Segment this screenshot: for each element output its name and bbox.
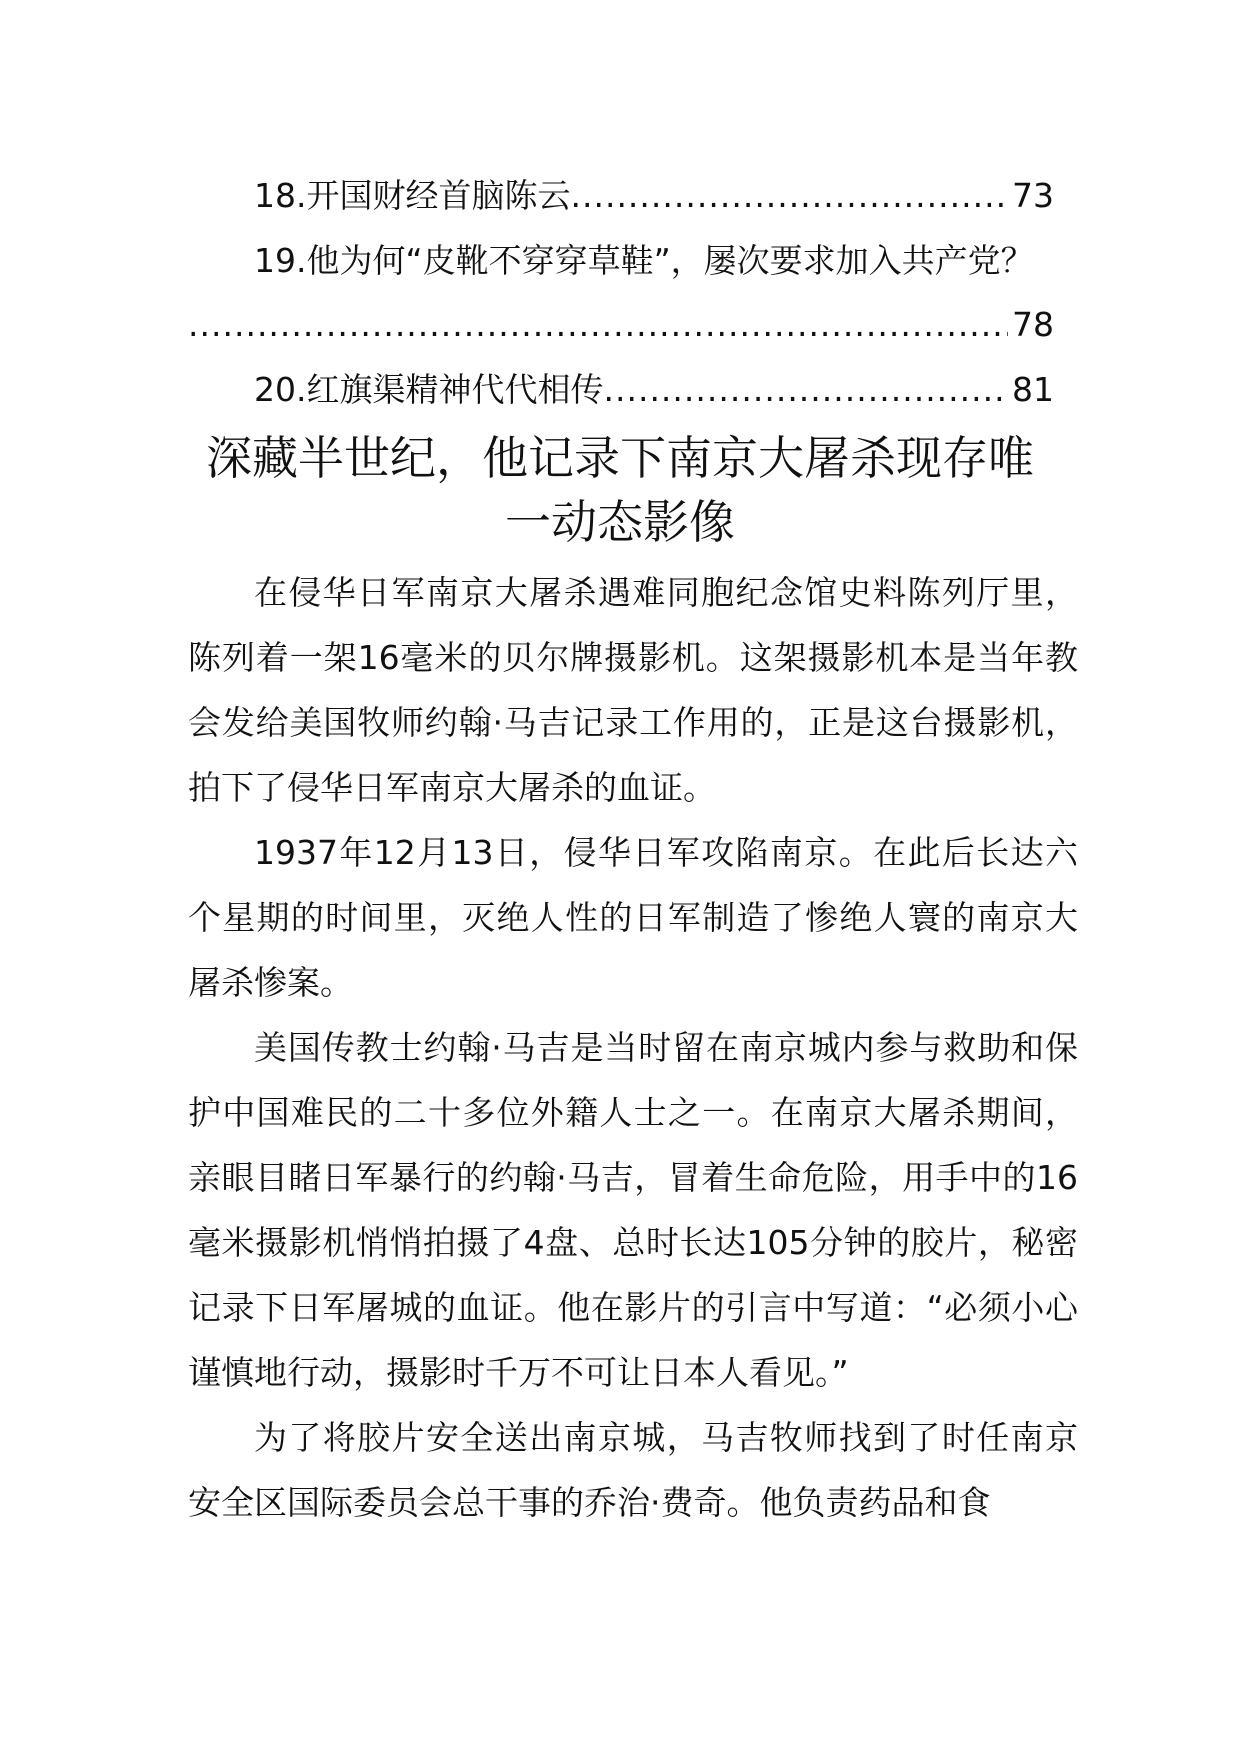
toc-entry-19-leader[interactable] (188, 305, 1054, 345)
toc-entry-20[interactable] (254, 370, 1054, 410)
toc-page-number: 73 (1012, 176, 1054, 215)
article-title (190, 426, 1050, 554)
toc-leader-dots (570, 176, 1008, 216)
article-title-line-1: 深藏半世纪，他记录下南京大屠杀现存唯 (206, 431, 1034, 485)
toc-entry-title: 18.开国财经首脑陈云 (254, 176, 571, 215)
toc-page-number: 78 (1012, 305, 1054, 344)
article-paragraph: 在侵华日军南京大屠杀遇难同胞纪念馆史料陈列厅里，陈列着一架16毫米的贝尔牌摄影机。这架摄影机本是当年教会发给美国牧师约翰·马吉记录工作用的，正是这台摄影机，拍下了侵华日军南京大屠杀的血证。 (188, 573, 1078, 807)
article-paragraph: 1937年12月13日，侵华日军攻陷南京。在此后长达六个星期的时间里，灭绝人性的日军制造了惨绝人寰的南京大屠杀惨案。 (188, 833, 1078, 1002)
article-body (188, 560, 1078, 1535)
article-title-line-2: 一动态影像 (505, 495, 735, 549)
toc-page-number: 81 (1012, 370, 1054, 409)
toc-entry-title: 20.红旗渠精神代代相传 (254, 370, 604, 409)
toc-entry-18[interactable] (254, 176, 1054, 216)
toc-entry-title: 19.他为何“皮靴不穿穿草鞋”，屡次要求加入共产党？ (254, 241, 1034, 280)
article-paragraph: 为了将胶片安全送出南京城，马吉牧师找到了时任南京安全区国际委员会总干事的乔治·费奇。他负责药品和食 (188, 1418, 1078, 1522)
toc-leader-dots (603, 370, 1008, 410)
article-paragraph: 美国传教士约翰·马吉是当时留在南京城内参与救助和保护中国难民的二十多位外籍人士之一。在南京大屠杀期间，亲眼目睹日军暴行的约翰·马吉，冒着生命危险，用手中的16毫米摄影机悄悄拍摄了4盘、总时长达105分钟的胶片，秘密记录下日军屠城的血证。他在影片的引言中写道：“必须小心谨慎地行动，摄影时千万不可让日本人看见。” (188, 1028, 1078, 1392)
toc-entry-19-title[interactable] (254, 241, 1094, 281)
toc-leader-dots (188, 305, 1008, 345)
